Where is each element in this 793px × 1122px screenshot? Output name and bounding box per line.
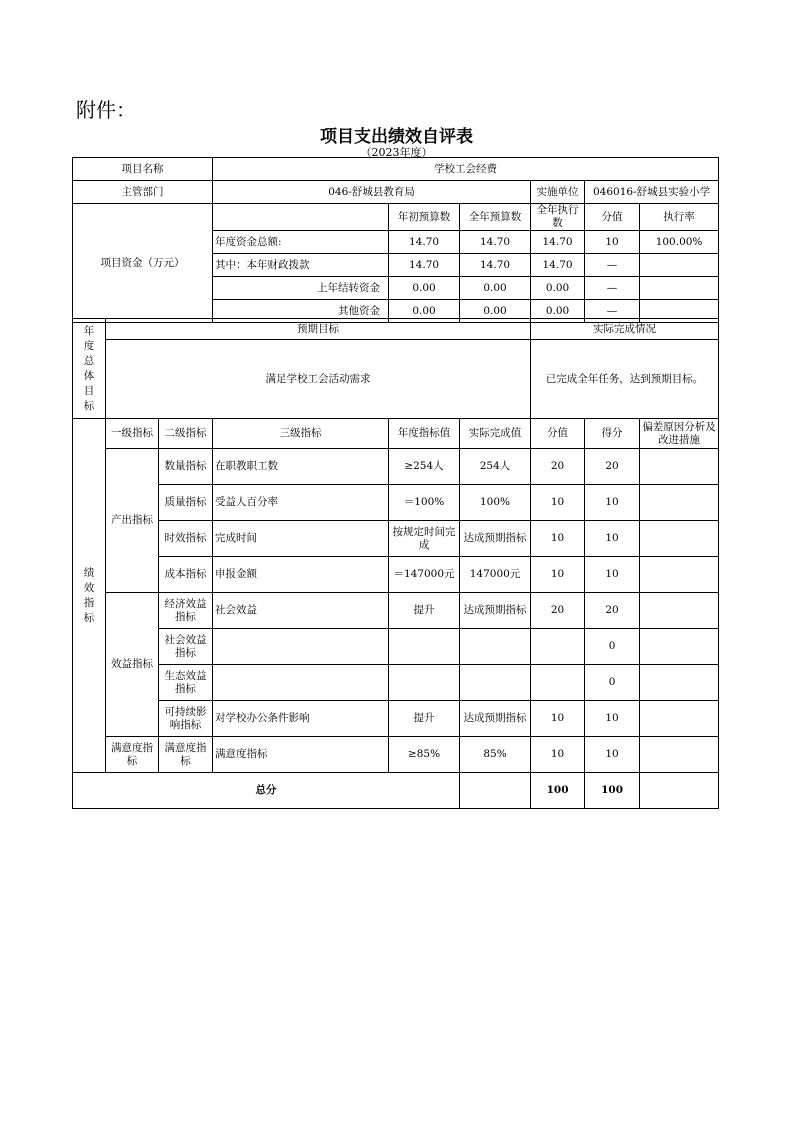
level2: 经济效益指标 (159, 593, 213, 629)
satisfaction-label: 满意度指标 (106, 737, 159, 773)
level3: 申报金额 (213, 557, 389, 593)
level2: 质量指标 (159, 485, 213, 521)
funds-header: 分值 (585, 204, 640, 231)
note (640, 521, 719, 557)
indicator-header: 分值 (531, 419, 585, 449)
goals-label: 年度总体目标 (73, 319, 106, 419)
total-note (640, 773, 719, 809)
target (389, 665, 460, 701)
funds-annual: 14.70 (460, 254, 531, 277)
funds-rate (640, 277, 719, 300)
indicator-row (73, 665, 719, 701)
funds-header: 全年执行数 (531, 204, 585, 231)
actual-header: 实际完成情况 (531, 319, 719, 340)
expected-goal: 满足学校工会活动需求 (106, 340, 531, 419)
indicator-row (73, 701, 719, 737)
funds-score-value: — (585, 300, 640, 323)
fiscal-year: （2023年度） (360, 146, 433, 159)
level2: 数量指标 (159, 449, 213, 485)
level3: 在职教职工数 (213, 449, 389, 485)
expected-header: 预期目标 (106, 319, 531, 340)
note (640, 557, 719, 593)
level3 (213, 665, 389, 701)
funds-row-label: 其他资金 (213, 300, 389, 323)
target (389, 629, 460, 665)
level3: 完成时间 (213, 521, 389, 557)
goals-table (72, 318, 719, 809)
funds-row-label: 上年结转资金 (213, 277, 389, 300)
funds-executed: 0.00 (531, 277, 585, 300)
actual: 100% (460, 485, 531, 521)
score: 10 (585, 557, 640, 593)
page-title: 项目支出绩效自评表 (320, 127, 473, 147)
funds-header-blank (213, 204, 389, 231)
score-value: 20 (531, 593, 585, 629)
indicator-row (73, 593, 719, 629)
score-value: 10 (531, 521, 585, 557)
total-score-value: 100 (531, 773, 585, 809)
funds-initial: 0.00 (389, 300, 460, 323)
dept-value: 046-舒城县教育局 (213, 181, 531, 204)
funds-executed: 14.70 (531, 231, 585, 254)
dept-label: 主管部门 (73, 181, 213, 204)
note (640, 629, 719, 665)
total-blank (460, 773, 531, 809)
note (640, 665, 719, 701)
score-value: 10 (531, 557, 585, 593)
score-value: 20 (531, 449, 585, 485)
level2: 满意度指标 (159, 737, 213, 773)
target: 按规定时间完成 (389, 521, 460, 557)
funds-label: 项目资金（万元） (73, 204, 213, 323)
total-row (73, 773, 719, 809)
funds-executed: 0.00 (531, 300, 585, 323)
score: 20 (585, 449, 640, 485)
indicator-header: 得分 (585, 419, 640, 449)
score: 0 (585, 665, 640, 701)
score-value (531, 665, 585, 701)
score: 10 (585, 521, 640, 557)
funds-annual: 0.00 (460, 300, 531, 323)
note (640, 485, 719, 521)
total-score: 100 (585, 773, 640, 809)
indicator-row (73, 737, 719, 773)
funds-initial: 0.00 (389, 277, 460, 300)
score-value (531, 629, 585, 665)
target: 提升 (389, 593, 460, 629)
indicator-header: 年度指标值 (389, 419, 460, 449)
target: ＝147000元 (389, 557, 460, 593)
indicator-header: 一级指标 (106, 419, 159, 449)
actual: 达成预期指标 (460, 521, 531, 557)
funds-header: 执行率 (640, 204, 719, 231)
actual-result: 已完成全年任务，达到预期目标。 (531, 340, 719, 419)
target: ＝100% (389, 485, 460, 521)
funds-initial: 14.70 (389, 231, 460, 254)
funds-annual: 0.00 (460, 277, 531, 300)
indicator-row (73, 485, 719, 521)
indicator-header: 三级指标 (213, 419, 389, 449)
indicator-row (73, 557, 719, 593)
actual: 85% (460, 737, 531, 773)
score-value: 10 (531, 485, 585, 521)
note (640, 701, 719, 737)
level3: 社会效益 (213, 593, 389, 629)
target: ≥254人 (389, 449, 460, 485)
indicator-row (73, 629, 719, 665)
note (640, 737, 719, 773)
level3: 满意度指标 (213, 737, 389, 773)
project-name-label: 项目名称 (73, 158, 213, 181)
funds-annual: 14.70 (460, 231, 531, 254)
score: 20 (585, 593, 640, 629)
total-label: 总分 (73, 773, 460, 809)
funds-rate (640, 254, 719, 277)
indicator-header: 实际完成值 (460, 419, 531, 449)
level3 (213, 629, 389, 665)
target: 提升 (389, 701, 460, 737)
funds-score-value: — (585, 254, 640, 277)
actual: 达成预期指标 (460, 701, 531, 737)
score: 10 (585, 701, 640, 737)
indicators-label: 绩效指标 (73, 419, 106, 773)
indicator-header: 偏差原因分析及改进措施 (640, 419, 719, 449)
performance-table (72, 157, 719, 323)
level2: 社会效益指标 (159, 629, 213, 665)
funds-row-label: 其中：本年财政拨款 (213, 254, 389, 277)
target: ≥85% (389, 737, 460, 773)
funds-initial: 14.70 (389, 254, 460, 277)
actual: 147000元 (460, 557, 531, 593)
score-value: 10 (531, 701, 585, 737)
funds-row-label: 年度资金总额: (213, 231, 389, 254)
funds-rate: 100.00% (640, 231, 719, 254)
actual (460, 665, 531, 701)
score: 0 (585, 629, 640, 665)
indicator-row (73, 449, 719, 485)
indicator-header: 二级指标 (159, 419, 213, 449)
level2: 可持续影响指标 (159, 701, 213, 737)
actual (460, 629, 531, 665)
funds-executed: 14.70 (531, 254, 585, 277)
indicator-row (73, 521, 719, 557)
level2: 生态效益指标 (159, 665, 213, 701)
note (640, 593, 719, 629)
actual: 达成预期指标 (460, 593, 531, 629)
score: 10 (585, 485, 640, 521)
actual: 254人 (460, 449, 531, 485)
funds-score-value: — (585, 277, 640, 300)
level3: 对学校办公条件影响 (213, 701, 389, 737)
funds-score-value: 10 (585, 231, 640, 254)
level2: 时效指标 (159, 521, 213, 557)
attachment-label: 附件： (76, 98, 136, 122)
unit-label: 实施单位 (531, 181, 585, 204)
level3: 受益人百分率 (213, 485, 389, 521)
score: 10 (585, 737, 640, 773)
funds-header: 全年预算数 (460, 204, 531, 231)
unit-value: 046016-舒城县实验小学 (585, 181, 719, 204)
output-label: 产出指标 (106, 449, 159, 593)
funds-header: 年初预算数 (389, 204, 460, 231)
benefit-label: 效益指标 (106, 593, 159, 737)
score-value: 10 (531, 737, 585, 773)
project-name-value: 学校工会经费 (213, 158, 719, 181)
level2: 成本指标 (159, 557, 213, 593)
note (640, 449, 719, 485)
